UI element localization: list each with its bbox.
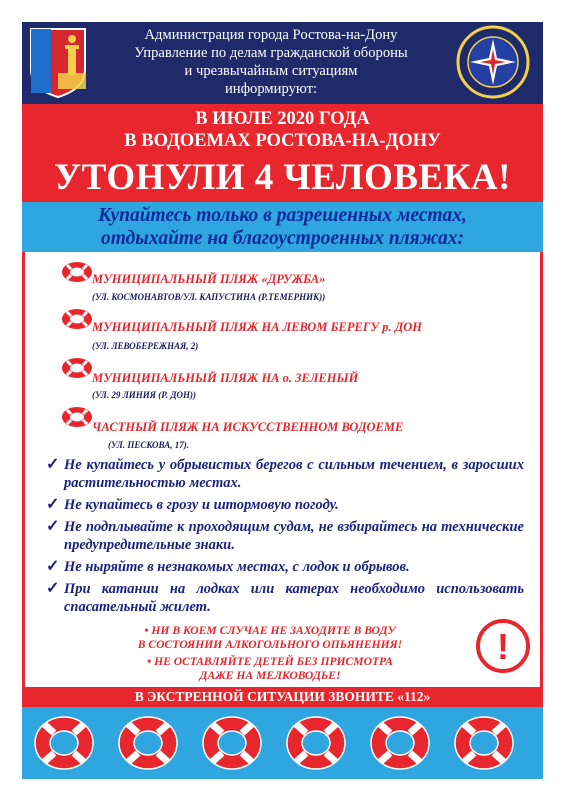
headline-main: УТОНУЛИ 4 ЧЕЛОВЕКА!: [54, 157, 511, 198]
lifebuoy-icon: [368, 714, 432, 772]
checkmark-icon: ✓: [46, 580, 60, 597]
warning-1-line-2: В СОСТОЯНИИ АЛКОГОЛЬНОГО ОПЬЯНЕНИЯ!: [137, 638, 403, 651]
rule-2-text: Не купайтесь в грозу и штормовую погоду.: [64, 497, 339, 513]
checkmark-icon: ✓: [46, 496, 60, 513]
rule-5-text: При катании на лодках или катерах необходимо использовать спасательный жилет.: [64, 581, 524, 615]
checkmark-icon: ✓: [46, 558, 60, 575]
admin-line-2: Управление по делам гражданской обороны: [134, 45, 408, 61]
slogan-line-1: Купайтесь только в разрешенных местах,: [98, 205, 467, 226]
rule-4-text: Не ныряйте в незнакомых местах, с лодок и обрывов.: [64, 559, 410, 575]
rule-1: [46, 456, 524, 492]
beach-3-name: МУНИЦИПАЛЬНЫЙ ПЛЯЖ НА о. ЗЕЛЕНЫЙ: [92, 371, 359, 385]
admin-line-3: и чрезвычайным ситуациям: [184, 63, 358, 79]
coat-of-arms-icon: [27, 25, 89, 99]
headline-line-2: В ВОДОЕМАХ РОСТОВА-НА-ДОНУ: [124, 131, 441, 151]
beach-1-address: (УЛ. КОСМОНАВТОВ/УЛ. КАПУСТИНА (Р.ТЕМЕРНИК)): [92, 292, 326, 302]
lifebuoy-icon: [452, 714, 516, 772]
administration-text: [96, 26, 446, 98]
beach-4-address: (УЛ. ПЕСКОВА, 17).: [108, 440, 189, 450]
warning-1: [80, 624, 460, 652]
rule-2: [46, 496, 524, 514]
checkmark-icon: ✓: [46, 518, 60, 535]
beach-3-address: (УЛ. 29 ЛИНИЯ (Р. ДОН)): [92, 390, 196, 400]
emergency-phone-text: В ЭКСТРЕННОЙ СИТУАЦИИ ЗВОНИТЕ «112»: [134, 689, 431, 704]
lifebuoy-icon: [60, 307, 94, 331]
lifebuoy-icon: [32, 714, 96, 772]
lifebuoy-icon: [60, 356, 94, 380]
beach-4-name: ЧАСТНЫЙ ПЛЯЖ НА ИСКУССТВЕННОМ ВОДОЕМЕ: [92, 420, 404, 434]
warning-2: [80, 655, 460, 683]
rule-5: [46, 580, 524, 616]
beach-1-name: МУНИЦИПАЛЬНЫЙ ПЛЯЖ «ДРУЖБА»: [92, 272, 326, 286]
beach-2-address: (УЛ. ЛЕВОБЕРЕЖНАЯ, 2): [92, 341, 199, 351]
rule-4: [46, 558, 524, 576]
admin-line-4: информируют:: [224, 81, 318, 97]
lifebuoy-icon: [284, 714, 348, 772]
warning-2-line-1: • НЕ ОСТАВЛЯЙТЕ ДЕТЕЙ БЕЗ ПРИСМОТРА: [147, 655, 393, 668]
rule-3-text: Не подплывайте к проходящим судам, не взбирайтесь на технические предупредительные знаки.: [64, 519, 524, 553]
exclamation-icon: [475, 618, 531, 674]
lifebuoy-icon: [60, 405, 94, 429]
rule-3: [46, 518, 524, 554]
lifebuoy-icon: [200, 714, 264, 772]
warning-1-line-1: • НИ В КОЕМ СЛУЧАЕ НЕ ЗАХОДИТЕ В ВОДУ: [144, 624, 396, 637]
admin-line-1: Администрация города Ростова-на-Дону: [144, 27, 398, 43]
headline-line-1: В ИЮЛЕ 2020 ГОДА: [195, 109, 370, 129]
exclamation-glyph: !: [497, 626, 509, 667]
rule-1-text: Не купайтесь у обрывистых берегов с сильным течением, в заросших растительностью местах.: [64, 457, 524, 491]
warning-2-line-2: ДАЖЕ НА МЕЛКОВОДЬЕ!: [199, 669, 341, 682]
checkmark-icon: ✓: [46, 456, 60, 473]
beach-2-name: МУНИЦИПАЛЬНЫЙ ПЛЯЖ НА ЛЕВОМ БЕРЕГУ р. ДОН: [92, 320, 422, 334]
slogan-line-2: отдыхайте на благоустроенных пляжах:: [100, 228, 465, 249]
lifebuoy-icon: [116, 714, 180, 772]
lifebuoy-icon: [60, 260, 94, 284]
emergency-emblem-icon: [454, 25, 532, 99]
